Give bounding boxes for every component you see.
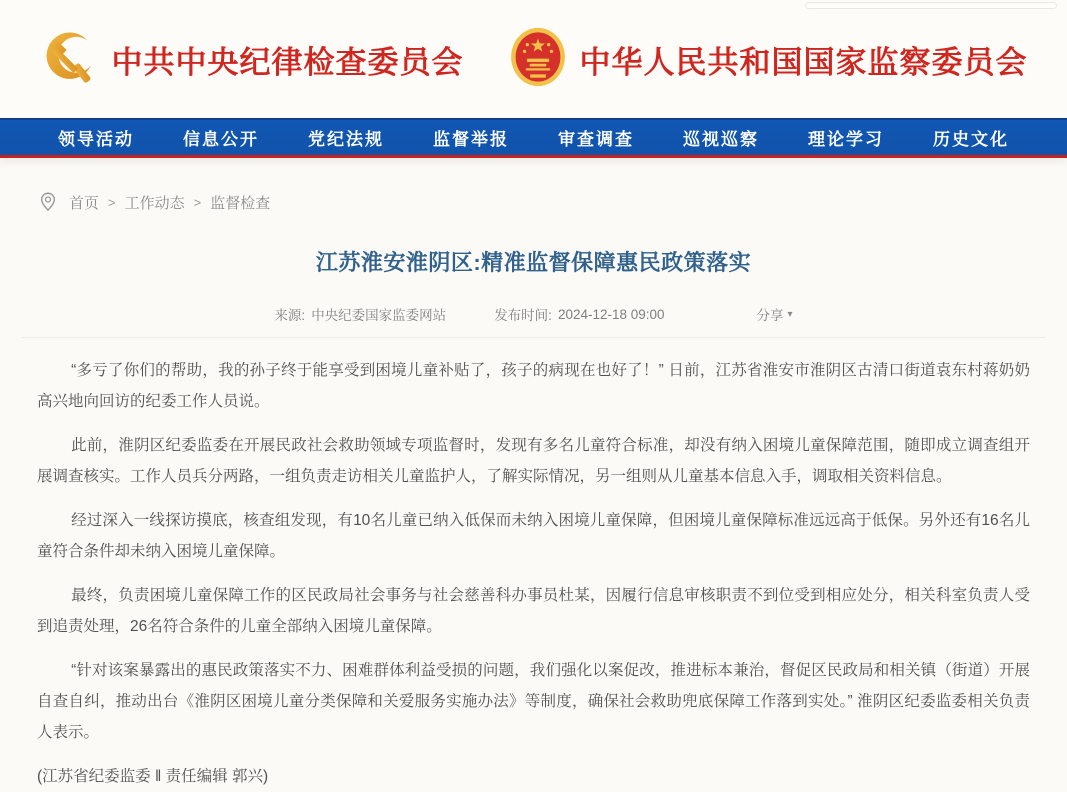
nav-item-theory[interactable]: 理论学习 [808, 130, 884, 149]
publish-value: 2024-12-18 09:00 [557, 306, 665, 322]
nav-item-report[interactable]: 监督举报 [433, 130, 509, 149]
ccdi-title: 中共中央纪律检查委员会 [111, 44, 464, 80]
nav-item-info[interactable]: 信息公开 [183, 130, 259, 149]
search-input[interactable] [805, 2, 1057, 9]
location-pin-icon [38, 191, 58, 213]
article-paragraph: 最终，负责困境儿童保障工作的区民政局社会事务与社会慈善科办事员杜某，因履行信息审核职责不到位受到相应处分，相关科室负责人受到追责处理，26名符合条件的儿童全部纳入困境儿童保障。 [37, 587, 1030, 635]
breadcrumb-home[interactable]: 首页 [69, 194, 100, 212]
breadcrumb-supervision[interactable]: 监督检查 [210, 194, 271, 212]
nav-item-history[interactable]: 历史文化 [933, 130, 1009, 149]
source-value: 中央纪委国家监委网站 [311, 308, 447, 323]
article-paragraph: 经过深入一线探访摸底，核查组发现，有10名儿童已纳入低保而未纳入困境儿童保障，但困境儿童保障标准远远高于低保。另外还有16名儿童符合条件却未纳入困境儿童保障。 [37, 512, 1030, 560]
article-body [0, 338, 1067, 792]
nav-item-investigation[interactable]: 审查调查 [558, 130, 634, 149]
nsc-title: 中华人民共和国国家监察委员会 [579, 44, 1028, 80]
article-meta [0, 304, 1067, 324]
article-publish-time [494, 304, 664, 324]
breadcrumb-separator: > [108, 194, 116, 210]
article-paragraph: 此前，淮阴区纪委监委在开展民政社会救助领域专项监督时，发现有多名儿童符合标准，却没有纳入困境儿童保障范围，随即成立调查组开展调查核实。工作人员兵分两路，一组负责走访相关儿童监护人，了解实际情况，另一组则从儿童基本信息入手，调取相关资料信息。 [37, 437, 1030, 485]
source-label: 来源: [274, 308, 306, 323]
editor-note: (江苏省纪委监委 ‖ 责任编辑 郭兴) [37, 768, 269, 785]
nav-item-inspection[interactable]: 巡视巡察 [683, 130, 759, 149]
breadcrumb-worknews[interactable]: 工作动态 [124, 194, 185, 212]
ccdi-logo-group[interactable] [40, 28, 464, 91]
share-button[interactable] [757, 304, 793, 324]
party-emblem-icon [40, 28, 98, 91]
main-nav [0, 118, 1067, 155]
chevron-down-icon: ▾ [787, 308, 793, 320]
article-paragraph: “针对该案暴露出的惠民政策落实不力、困难群体利益受损的问题，我们强化以案促改，推进标本兼治，督促区民政局和相关镇（街道）开展自查自纠，推动出台《淮阴区困境儿童分类保障和关爱服务实施办法》等制度，确保社会救助兜底保障工作落到实处。” 淮阴区纪委监委相关负责人表示。 [37, 662, 1030, 741]
nav-item-regulations[interactable]: 党纪法规 [308, 130, 384, 149]
breadcrumb-separator: > [193, 194, 202, 210]
national-emblem-icon [510, 27, 566, 92]
article-source [274, 304, 446, 324]
article-title: 江苏淮安淮阴区:精准监督保障惠民政策落实 [315, 250, 752, 275]
nsc-logo-group[interactable] [510, 27, 1028, 92]
breadcrumb [0, 158, 1067, 213]
article-paragraph: “多亏了你们的帮助，我的孙子终于能享受到困境儿童补贴了，孩子的病现在也好了！” 日前，江苏省淮安市淮阴区古清口街道袁东村蒋奶奶高兴地向回访的纪委工作人员说。 [37, 362, 1030, 410]
site-header [0, 0, 1067, 118]
nav-item-leadership[interactable]: 领导活动 [58, 130, 134, 149]
share-label: 分享 [756, 308, 784, 323]
publish-label: 发布时间: [494, 308, 552, 323]
